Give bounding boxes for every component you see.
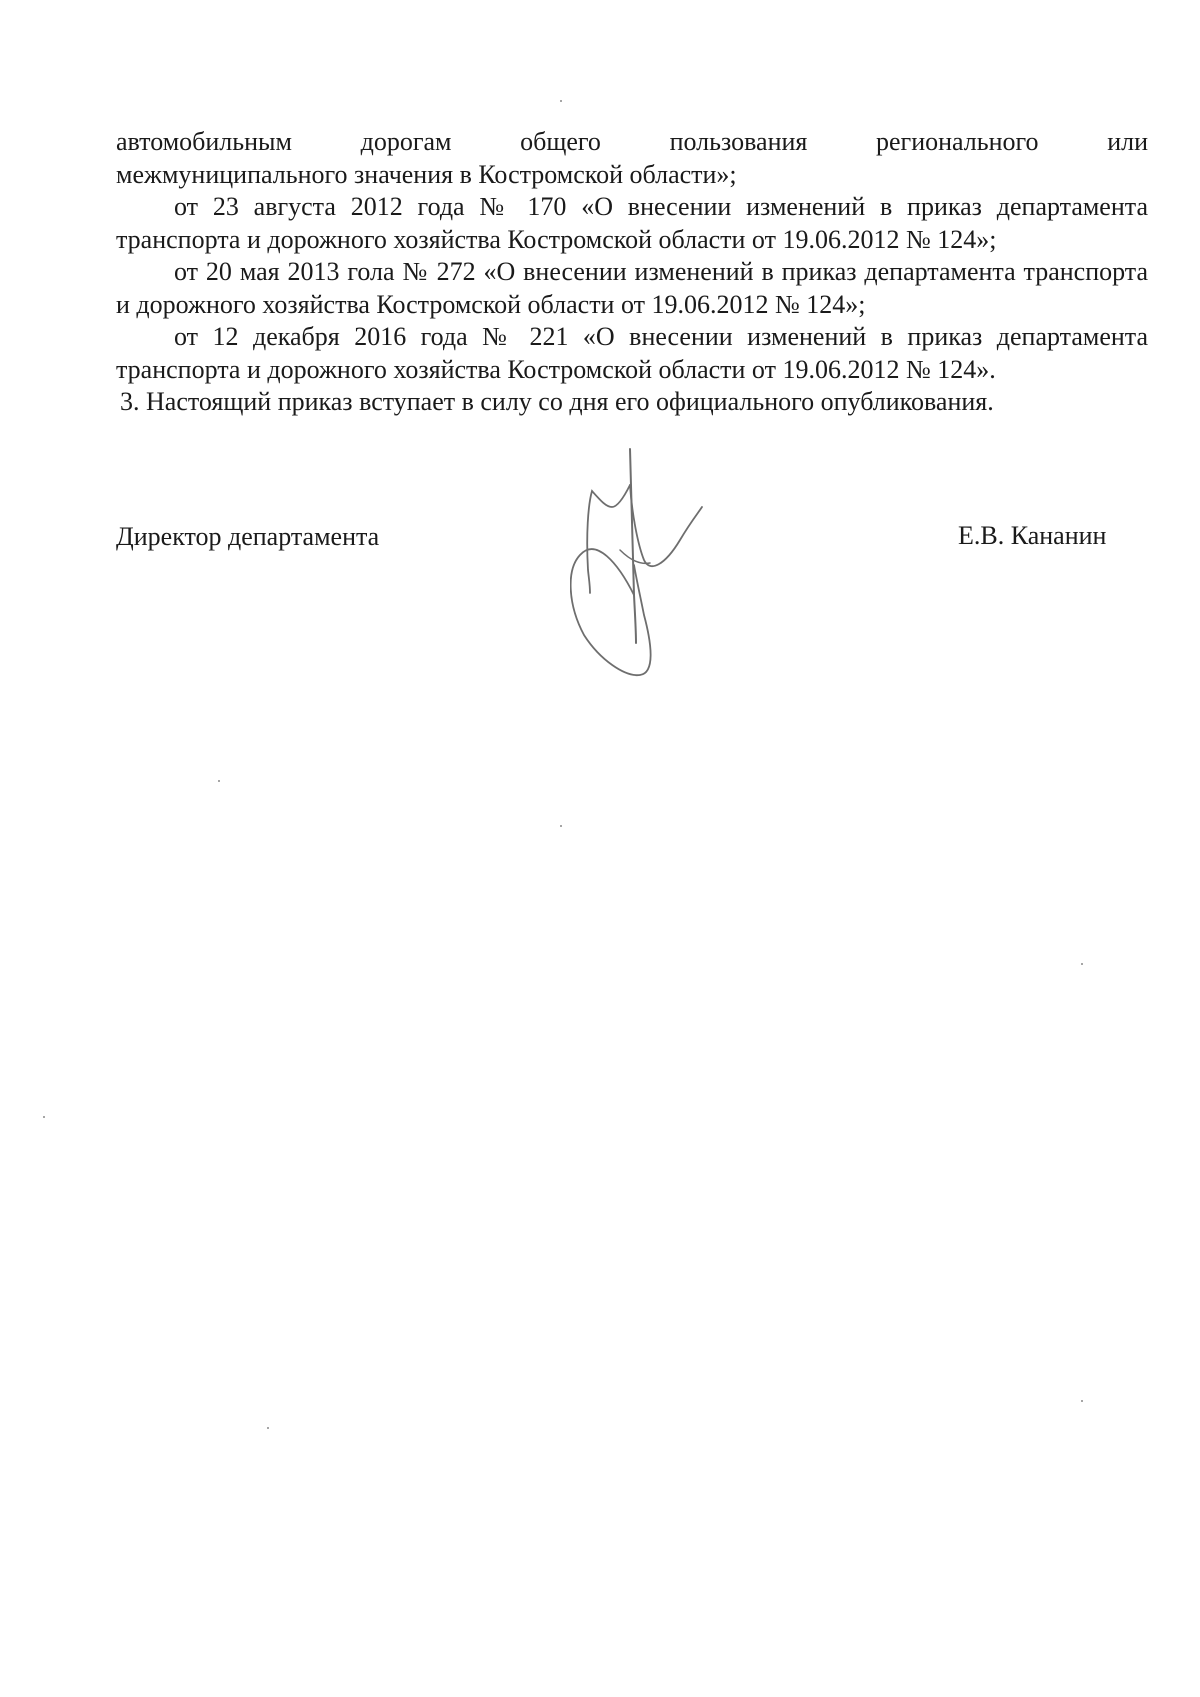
paragraph-line: автомобильным дорогам общего пользования регионального или: [116, 127, 1148, 156]
signatory-position: Директор департамента: [116, 522, 380, 551]
handwritten-signature: [570, 445, 740, 695]
paragraph-line: межмуниципального значения в Костромской области»;: [116, 159, 737, 189]
scan-speck: [267, 1427, 269, 1429]
signatory-name: Е.В. Кананин: [958, 521, 1107, 550]
scan-speck: [560, 825, 562, 827]
scan-speck: [43, 1116, 45, 1118]
scan-speck: [1081, 1400, 1083, 1402]
scan-speck: [218, 780, 220, 782]
document-body: [116, 126, 1148, 419]
scan-speck: [560, 100, 562, 102]
scan-speck: [1081, 963, 1083, 965]
paragraph-order-2016: от 12 декабря 2016 года № 221 «О внесении изменений в приказ департамента транспорта и дорожного хозяйства Костромской области от 19.06.2012 № 124».: [116, 322, 1148, 384]
paragraph-order-2012: от 23 августа 2012 года № 170 «О внесении изменений в приказ департамента транспорта и дорожного хозяйства Костромской области от 19.06.2012 № 124»;: [116, 192, 1148, 254]
paragraph-order-2013: от 20 мая 2013 гола № 272 «О внесении изменений в приказ департамента транспорта и дорожного хозяйства Костромской области от 19.06.2012 № 124»;: [116, 257, 1148, 319]
paragraph-item-3: 3. Настоящий приказ вступает в силу со дня его официального опубликования.: [120, 387, 994, 416]
paragraph-continuation: [116, 126, 1148, 191]
